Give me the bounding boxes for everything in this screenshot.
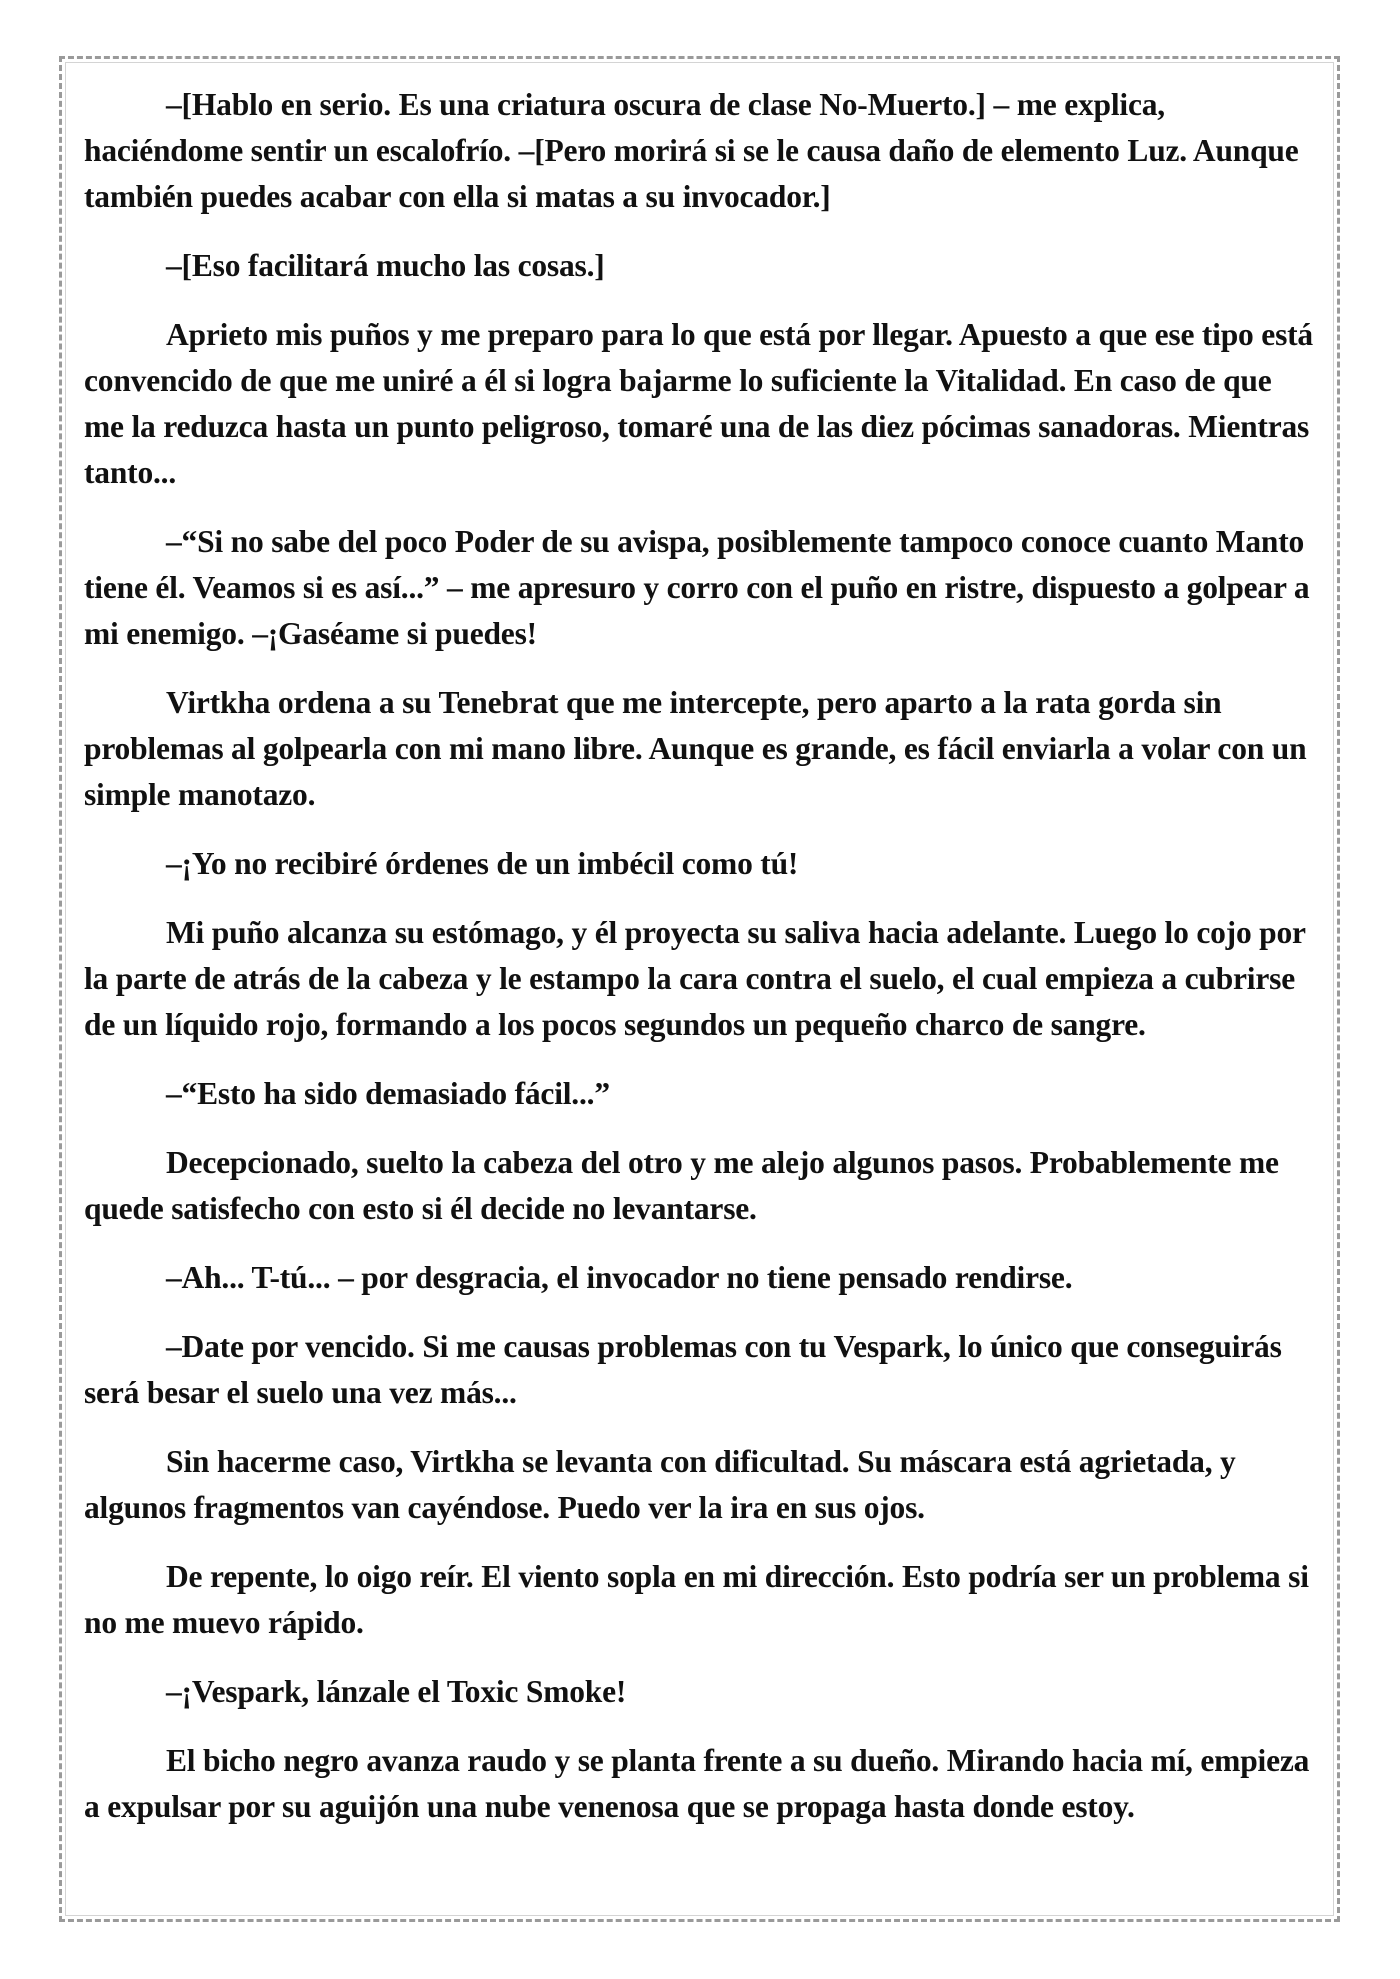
paragraph: Virtkha ordena a su Tenebrat que me intercepte, pero aparto a la rata gorda sin problemas al golpearla con mi mano libre. Aunque es grande, es fácil enviarla a volar con un simple manotazo. — [84, 685, 1307, 812]
paragraph: Decepcionado, suelto la cabeza del otro y me alejo algunos pasos. Probablemente me quede satisfecho con esto si él decide no levantarse. — [84, 1145, 1279, 1226]
paragraph: El bicho negro avanza raudo y se planta frente a su dueño. Mirando hacia mí, empieza a expulsar por su aguijón una nube venenosa que se propaga hasta donde estoy. — [84, 1743, 1310, 1824]
paragraph: Mi puño alcanza su estómago, y él proyecta su saliva hacia adelante. Luego lo cojo por la parte de atrás de la cabeza y le estampo la cara contra el suelo, el cual empieza a cubrirse de un líquido rojo, formando a los pocos segundos un pequeño charco de sangre. — [84, 915, 1306, 1042]
paragraph: –Ah... T-tú... – por desgracia, el invocador no tiene pensado rendirse. — [166, 1260, 1073, 1295]
paragraph: –Date por vencido. Si me causas problemas con tu Vespark, lo único que conseguirás será besar el suelo una vez más... — [84, 1329, 1282, 1410]
paragraph: –[Eso facilitará mucho las cosas.] — [166, 248, 605, 283]
page-text — [84, 82, 1316, 1853]
paragraph: –[Hablo en serio. Es una criatura oscura de clase No-Muerto.] – me explica, haciéndome sentir un escalofrío. –[Pero morirá si se le causa daño de elemento Luz. Aunque también puedes acabar con ella si matas a su invocador.] — [84, 87, 1299, 214]
paragraph: –¡Yo no recibiré órdenes de un imbécil como tú! — [166, 846, 799, 881]
paragraph: Aprieto mis puños y me preparo para lo que está por llegar. Apuesto a que ese tipo está convencido de que me uniré a él si logra bajarme lo suficiente la Vitalidad. En caso de que me la reduzca hasta un punto peligroso, tomaré una de las diez pócimas sanadoras. Mientras tanto... — [84, 317, 1313, 490]
paragraph: Sin hacerme caso, Virtkha se levanta con dificultad. Su máscara está agrietada, y algunos fragmentos van cayéndose. Puedo ver la ira en sus ojos. — [84, 1444, 1236, 1525]
paragraph: –¡Vespark, lánzale el Toxic Smoke! — [166, 1674, 627, 1709]
paragraph: –“Si no sabe del poco Poder de su avispa, posiblemente tampoco conoce cuanto Manto tiene él. Veamos si es así...” – me apresuro y corro con el puño en ristre, dispuesto a golpear a mi enemigo. –¡Gaséame si puedes! — [84, 524, 1310, 651]
paragraph: De repente, lo oigo reír. El viento sopla en mi dirección. Esto podría ser un problema si no me muevo rápido. — [84, 1559, 1309, 1640]
paragraph: –“Esto ha sido demasiado fácil...” — [166, 1076, 610, 1111]
